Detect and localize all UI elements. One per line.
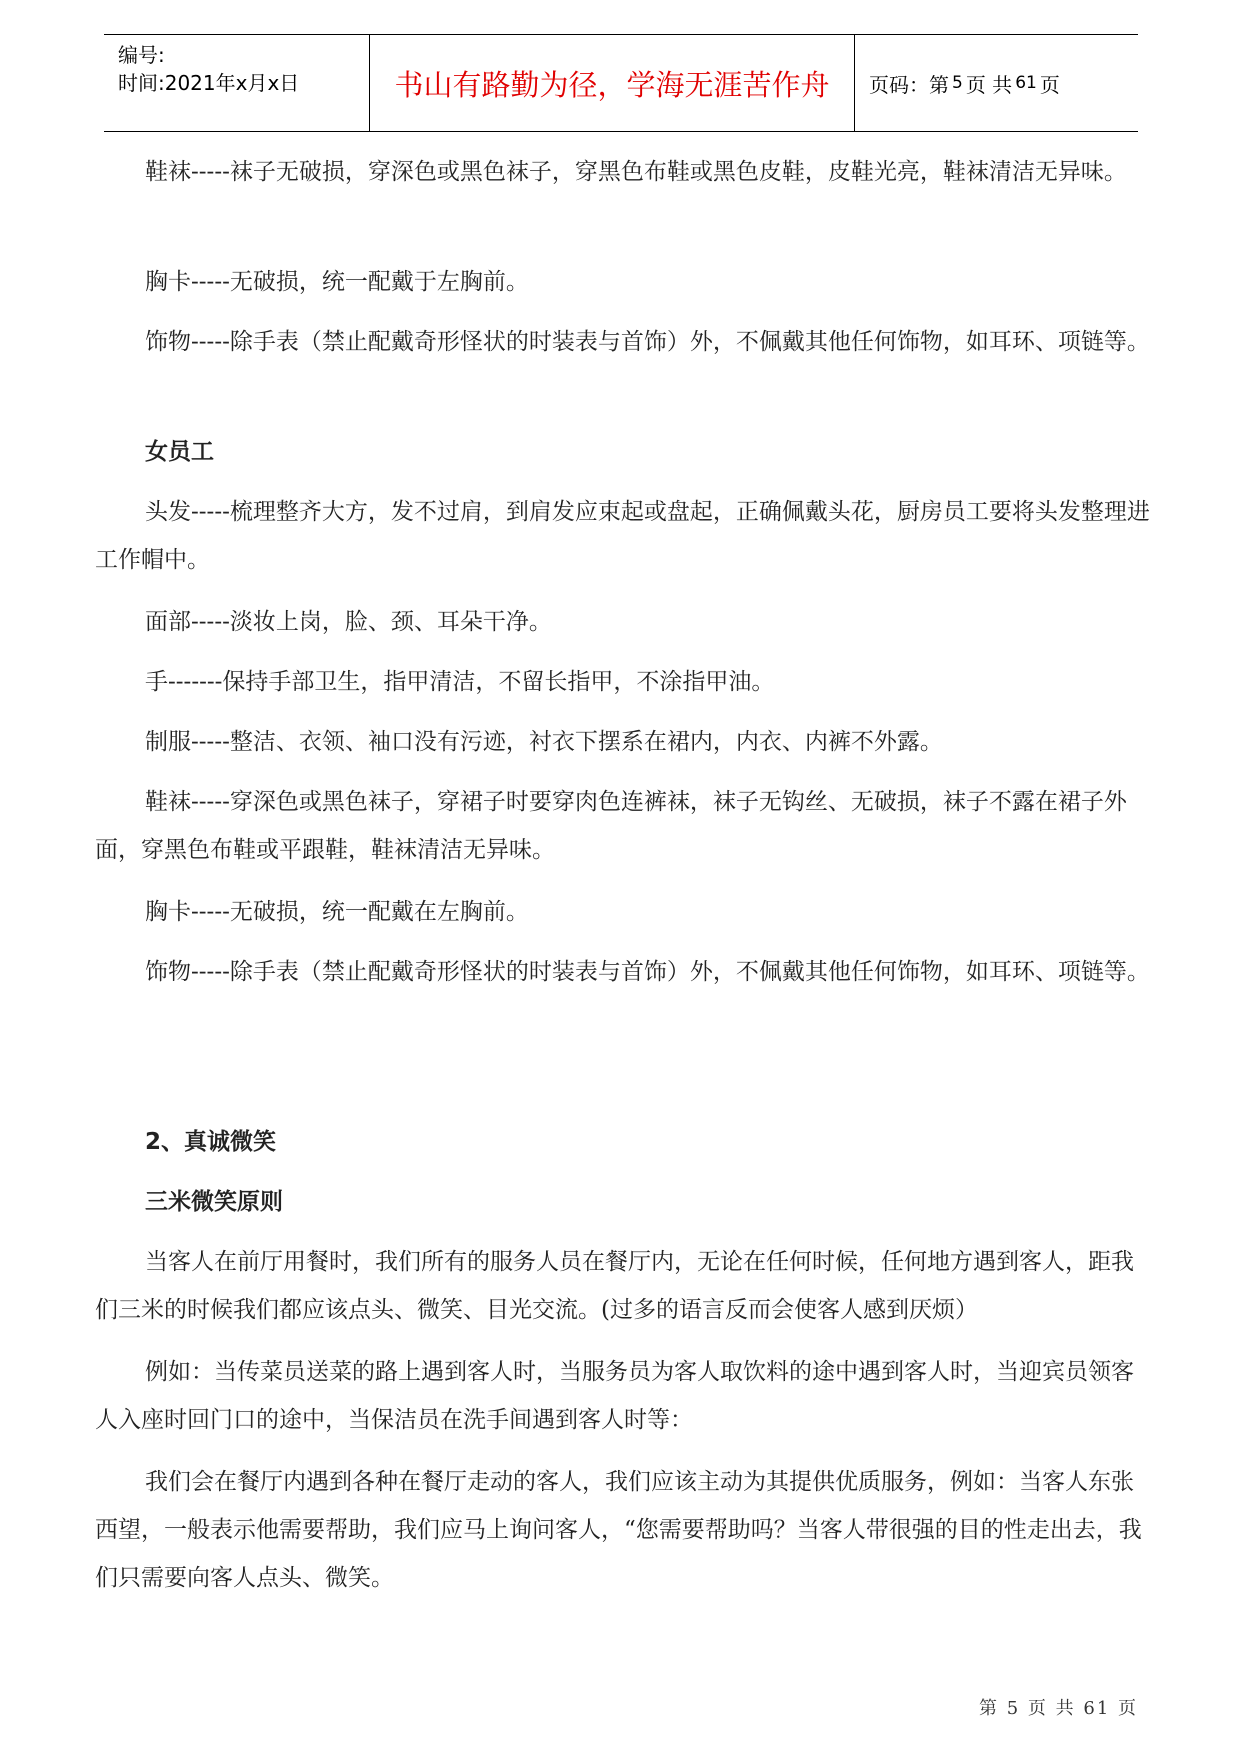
page-code-prefix: 页码：第 (869, 72, 949, 97)
page-total: 61 (1015, 73, 1037, 93)
paragraph-women-hands: 手-------保持手部卫生，指甲清洁，不留长指甲，不涂指甲油。 (145, 669, 775, 695)
document-time: 时间:2021年x月x日 (118, 71, 300, 95)
page-code-suffix: 页 (1039, 72, 1060, 97)
header-page-code (855, 35, 1138, 131)
page-footer: 第 5 页 共 61 页 (979, 1698, 1138, 1719)
paragraph-women-hair: 头发-----梳理整齐大方，发不过肩，到肩发应束起或盘起，正确佩戴头花，厨房员工要将头发整理进工作帽中。 (95, 499, 1150, 573)
paragraph-men-socks-shoes: 鞋袜-----袜子无破损，穿深色或黑色袜子，穿黑色布鞋或黑色皮鞋，皮鞋光亮，鞋袜清洁无异味。 (145, 159, 1127, 185)
page-header (104, 34, 1138, 132)
paragraph-men-badge: 胸卡-----无破损，统一配戴于左胸前。 (145, 269, 529, 295)
section-heading-three-meter-rule: 三米微笑原则 (145, 1189, 283, 1215)
section-heading-female-staff: 女员工 (145, 439, 214, 465)
paragraph-women-socks-shoes: 鞋袜-----穿深色或黑色袜子，穿裙子时要穿肉色连裤袜，袜子无钩丝、无破损，袜子不露在裙子外面，穿黑色布鞋或平跟鞋，鞋袜清洁无异味。 (95, 789, 1127, 863)
paragraph-women-uniform: 制服-----整洁、衣领、袖口没有污迹，衬衣下摆系在裙内，内衣、内裤不外露。 (145, 729, 943, 755)
paragraph-proactive-service: 我们会在餐厅内遇到各种在餐厅走动的客人，我们应该主动为其提供优质服务，例如：当客人东张西望，一般表示他需要帮助，我们应马上询问客人，“您需要帮助吗？当客人带很强的目的性走出去，我们只需要向客人点头、微笑。 (95, 1469, 1142, 1591)
document-number-label: 编号: (118, 43, 165, 67)
header-meta (104, 35, 369, 131)
paragraph-men-accessories: 饰物-----除手表（禁止配戴奇形怪状的时装表与首饰）外，不佩戴其他任何饰物，如耳环、项链等。 (145, 329, 1150, 355)
header-motto: 书山有路勤为径，学海无涯苦作舟 (369, 35, 855, 131)
paragraph-women-badge: 胸卡-----无破损，统一配戴在左胸前。 (145, 899, 529, 925)
paragraph-examples: 例如：当传菜员送菜的路上遇到客人时，当服务员为客人取饮料的途中遇到客人时，当迎宾员领客人入座时回门口的途中，当保洁员在洗手间遇到客人时等： (95, 1359, 1134, 1433)
page-current: 5 (952, 73, 963, 93)
paragraph-three-meter-rule: 当客人在前厅用餐时，我们所有的服务人员在餐厅内，无论在任何时候，任何地方遇到客人，距我们三米的时候我们都应该点头、微笑、目光交流。(过多的语言反而会使客人感到厌烦） (95, 1249, 1134, 1323)
section-heading-sincere-smile: 2、真诚微笑 (145, 1129, 277, 1155)
paragraph-women-face: 面部-----淡妆上岗，脸、颈、耳朵干净。 (145, 609, 552, 635)
paragraph-women-accessories: 饰物-----除手表（禁止配戴奇形怪状的时装表与首饰）外，不佩戴其他任何饰物，如耳环、项链等。 (145, 959, 1150, 985)
page-code-mid: 页 共 (965, 72, 1013, 97)
